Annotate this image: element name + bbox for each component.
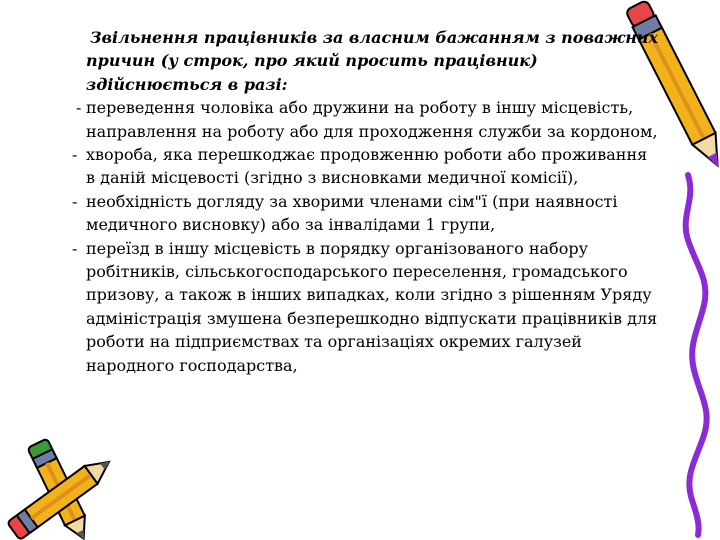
list-item-text: переведення чоловіка або дружини на роботу в іншу місцевість, направлення на роботу або для проходження служби за кордоном, bbox=[86, 98, 658, 141]
list-item-text: необхідність догляду за хворими членами сім"ї (при наявності медичного висновку) або за інвалідами 1 групи, bbox=[86, 191, 618, 235]
list-marker: - bbox=[72, 191, 78, 211]
slide-text bbox=[60, 26, 660, 377]
crossed-pencils-icon bbox=[0, 430, 130, 540]
list-item bbox=[60, 143, 660, 190]
list-item-text: переїзд в іншу місцевість в порядку організованого набору робітників, сільськогосподарського переселення, громадського призову, а також в інших випадках, коли згідно з рішенням Уряду адміністрація змушена безперешкодно відпускати працівників для роботи на підприємствах та організаціях окремих галузей народного господарства, bbox=[86, 238, 658, 375]
list-marker: - bbox=[72, 238, 78, 258]
list-marker: - bbox=[76, 98, 82, 118]
list-item bbox=[60, 96, 660, 143]
list-item bbox=[60, 190, 660, 237]
list-item bbox=[60, 237, 660, 377]
squiggle-line bbox=[686, 175, 707, 535]
list-item-text: хвороба, яка перешкоджає продовженню роботи або проживання в даній місцевості (згідно з висновками медичної комісії), bbox=[86, 145, 648, 188]
list-marker: - bbox=[72, 145, 78, 165]
slide-heading: Звільнення працівників за власним бажанням з поважних причин (у строк, про який просить працівник) здійснюється в разі: bbox=[86, 28, 659, 94]
